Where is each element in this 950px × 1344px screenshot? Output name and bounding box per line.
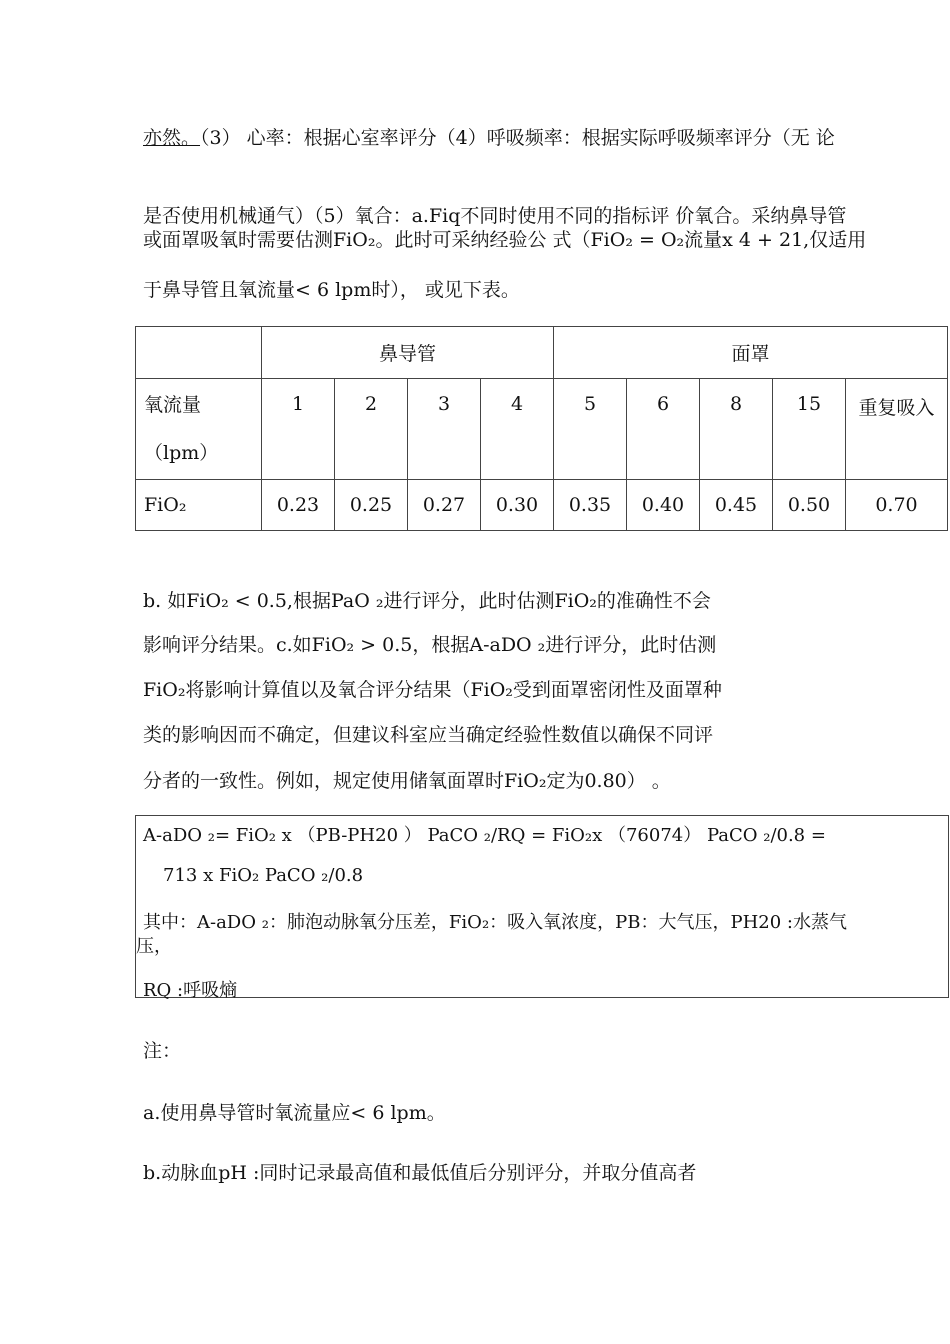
para1-underlined-prefix: 亦然。: [143, 127, 201, 149]
nasal-cannula-header: 鼻导管: [262, 327, 554, 379]
mask-header: 面罩: [554, 327, 948, 379]
table-header-row: [136, 327, 948, 379]
para1-line-2: 是否使用机械通气）（5）氧合：a.Fiq不同时使用不同的指标评 价氧合。采纳鼻导管: [143, 205, 847, 227]
formula-box: [135, 815, 949, 1001]
fio2-cell: 0.23: [262, 479, 335, 530]
formula-definitions-wrap: 压，: [136, 936, 172, 957]
oxygen-flow-row: [136, 379, 948, 479]
para2-line-5: 分者的一致性。例如，规定使用储氧面罩时FiO₂定为0.80） 。: [143, 770, 671, 792]
para1-line-1: [143, 129, 835, 148]
notes-title: 注：: [143, 1040, 182, 1062]
flow-cell: 2: [335, 379, 408, 479]
fio2-cell: 0.27: [408, 479, 481, 530]
flow-cell: 6: [627, 379, 700, 479]
note-a: a.使用鼻导管时氧流量应< 6 lpm。: [143, 1102, 446, 1124]
para1-line-1-text: （3） 心率：根据心室率评分（4）呼吸频率：根据实际呼吸频率评分（无 论: [200, 127, 835, 149]
note-b: b.动脉血pH :同时记录最高值和最低值后分别评分，并取分值高者: [143, 1162, 697, 1184]
oxygen-flow-label: 氧流量（lpm）: [136, 379, 262, 479]
flow-cell: 1: [262, 379, 335, 479]
flow-cell: 15: [773, 379, 846, 479]
para1-line-4: 于鼻导管且氧流量< 6 lpm时）， 或见下表。: [143, 279, 520, 301]
flow-cell: 5: [554, 379, 627, 479]
flow-cell: 3: [408, 379, 481, 479]
flow-cell: 4: [481, 379, 554, 479]
flow-cell: 重复吸入: [846, 379, 948, 479]
fio2-table: [135, 326, 948, 531]
fio2-cell: 0.25: [335, 479, 408, 530]
para2-line-4: 类的影响因而不确定，但建议科室应当确定经验性数值以确保不同评: [143, 724, 714, 746]
para2-line-1: b. 如FiO₂ < 0.5,根据PaO ₂进行评分，此时估测FiO₂的准确性不会: [143, 590, 711, 612]
fio2-cell: 0.30: [481, 479, 554, 530]
fio2-cell: 0.45: [700, 479, 773, 530]
fio2-cell: 0.50: [773, 479, 846, 530]
fio2-cell: 0.35: [554, 479, 627, 530]
flow-cell: 8: [700, 379, 773, 479]
para1-line-3: 或面罩吸氧时需要估测FiO₂。此时可采纳经验公 式（FiO₂ = O₂流量x 4 + 21,仅适用: [143, 229, 867, 251]
para2-line-3: FiO₂将影响计算值以及氧合评分结果（FiO₂受到面罩密闭性及面罩种: [143, 679, 722, 701]
fio2-row: [136, 479, 948, 530]
formula-rq-definition: RQ :呼吸熵: [143, 980, 238, 1001]
table-corner-cell: [136, 327, 262, 379]
formula-line-2: 713 x FiO₂ PaCO ₂/0.8: [163, 865, 364, 886]
fio2-cell: 0.70: [846, 479, 948, 530]
formula-line-1: A-aDO ₂= FiO₂ x （PB-PH20 ） PaCO ₂/RQ = FiO₂x （76074） PaCO ₂/0.8 =: [143, 825, 826, 846]
formula-definitions: 其中：A-aDO ₂：肺泡动脉氧分压差，FiO₂：吸入氧浓度，PB：大气压，PH20 :水蒸气: [143, 912, 847, 933]
para2-line-2: 影响评分结果。c.如FiO₂ > 0.5，根据A-aDO ₂进行评分，此时估测: [143, 634, 717, 656]
fio2-label: FiO₂: [136, 479, 262, 530]
fio2-cell: 0.40: [627, 479, 700, 530]
